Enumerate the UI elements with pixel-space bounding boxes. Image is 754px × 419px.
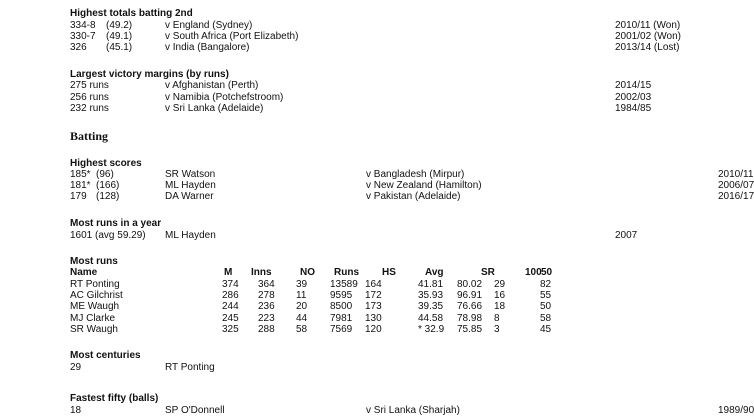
table-cell: 16	[494, 290, 506, 301]
section-title: Most centuries	[70, 350, 141, 361]
table-cell: 245	[222, 313, 239, 324]
table-cell: 20	[296, 301, 308, 312]
section-title: Most runs	[70, 256, 118, 267]
table-cell: 18	[494, 301, 506, 312]
table-cell: 13589	[330, 279, 358, 290]
table-cell: 172	[365, 290, 382, 301]
table-cell: 1984/85	[615, 103, 652, 114]
table-cell: 223	[258, 313, 275, 324]
column-header: Avg	[425, 267, 444, 278]
table-cell: 278	[258, 290, 275, 301]
table-cell: (128)	[96, 191, 120, 202]
section-heading: Batting	[70, 129, 109, 143]
table-cell: 39	[296, 279, 308, 290]
table-cell: 179	[70, 191, 87, 202]
table-cell: 330-7	[70, 31, 96, 42]
section-title: Largest victory margins (by runs)	[70, 69, 229, 80]
table-cell: (45.1)	[106, 42, 133, 53]
table-cell: ME Waugh	[70, 301, 120, 312]
table-cell: 236	[258, 301, 275, 312]
table-cell: 2002/03	[615, 92, 652, 103]
table-cell: v South Africa (Port Elizabeth)	[165, 31, 299, 42]
table-cell: 45	[540, 324, 552, 335]
column-header: 100	[525, 267, 542, 278]
table-cell: 55	[540, 290, 552, 301]
table-cell: 1989/90	[718, 405, 754, 416]
column-header: HS	[382, 267, 396, 278]
table-cell: 1601 (avg 59.29)	[70, 230, 146, 241]
table-cell: ML Hayden	[165, 180, 216, 191]
table-cell: v Afghanistan (Perth)	[165, 80, 259, 91]
table-cell: SR Waugh	[70, 324, 118, 335]
table-cell: 58	[296, 324, 308, 335]
table-cell: 120	[365, 324, 382, 335]
table-cell: 185*	[70, 169, 91, 180]
table-cell: * 32.9	[418, 324, 445, 335]
table-cell: 288	[258, 324, 275, 335]
table-cell: v New Zealand (Hamilton)	[366, 180, 482, 191]
table-cell: 286	[222, 290, 239, 301]
table-cell: 244	[222, 301, 239, 312]
table-cell: 29	[70, 362, 82, 373]
table-cell: 75.85	[457, 324, 483, 335]
table-cell: 2010/11	[718, 169, 754, 180]
column-header: SR	[481, 267, 495, 278]
table-cell: 78.98	[457, 313, 483, 324]
table-cell: (49.1)	[106, 31, 133, 42]
table-cell: ML Hayden	[165, 230, 216, 241]
table-cell: 2013/14 (Lost)	[615, 42, 680, 53]
table-cell: 8500	[330, 301, 353, 312]
table-cell: 96.91	[457, 290, 483, 301]
table-cell: 9595	[330, 290, 353, 301]
column-header: NO	[300, 267, 315, 278]
section-title: Most runs in a year	[70, 218, 162, 229]
table-cell: 334-8	[70, 20, 96, 31]
table-cell: 76.66	[457, 301, 483, 312]
table-cell: 325	[222, 324, 239, 335]
table-cell: v Sri Lanka (Adelaide)	[165, 103, 264, 114]
table-cell: 8	[494, 313, 500, 324]
table-cell: DA Warner	[165, 191, 214, 202]
table-cell: v Bangladesh (Mirpur)	[366, 169, 465, 180]
table-cell: 130	[365, 313, 382, 324]
table-cell: RT Ponting	[165, 362, 215, 373]
column-header: Inns	[251, 267, 272, 278]
table-cell: 7981	[330, 313, 353, 324]
table-cell: 29	[494, 279, 506, 290]
table-cell: v England (Sydney)	[165, 20, 253, 31]
table-cell: 3	[494, 324, 500, 335]
table-cell: RT Ponting	[70, 279, 120, 290]
table-cell: 275 runs	[70, 80, 109, 91]
table-cell: SR Watson	[165, 169, 216, 180]
column-header: Name	[70, 267, 98, 278]
table-cell: 2014/15	[615, 80, 652, 91]
table-cell: v India (Bangalore)	[165, 42, 250, 53]
table-cell: AC Gilchrist	[70, 290, 123, 301]
table-cell: (166)	[96, 180, 120, 191]
table-cell: v Pakistan (Adelaide)	[366, 191, 461, 202]
table-cell: 11	[296, 290, 307, 301]
table-cell: 41.81	[418, 279, 444, 290]
table-cell: 82	[540, 279, 552, 290]
column-header: M	[224, 267, 233, 278]
table-cell: 256 runs	[70, 92, 109, 103]
table-cell: 44	[296, 313, 308, 324]
table-cell: 374	[222, 279, 239, 290]
column-header: 50	[541, 267, 553, 278]
table-cell: 326	[70, 42, 87, 53]
table-cell: 232 runs	[70, 103, 109, 114]
table-cell: 7569	[330, 324, 353, 335]
table-cell: 50	[540, 301, 552, 312]
table-cell: 164	[365, 279, 382, 290]
table-cell: 39.35	[418, 301, 444, 312]
table-cell: 2007	[615, 230, 638, 241]
table-cell: 2006/07	[718, 180, 754, 191]
table-cell: 2016/17	[718, 191, 754, 202]
table-cell: (49.2)	[106, 20, 133, 31]
section-title: Highest scores	[70, 158, 142, 169]
table-cell: v Sri Lanka (Sharjah)	[366, 405, 460, 416]
table-cell: v Namibia (Potchefstroom)	[165, 92, 284, 103]
table-cell: 181*	[70, 180, 91, 191]
table-cell: SP O'Donnell	[165, 405, 225, 416]
column-header: Runs	[334, 267, 359, 278]
table-cell: 2001/02 (Won)	[615, 31, 681, 42]
table-cell: 2010/11 (Won)	[615, 20, 681, 31]
table-cell: 58	[540, 313, 552, 324]
table-cell: (96)	[96, 169, 114, 180]
table-cell: 18	[70, 405, 82, 416]
table-cell: 80.02	[457, 279, 483, 290]
table-cell: 364	[258, 279, 275, 290]
table-cell: 35.93	[418, 290, 444, 301]
table-cell: 173	[365, 301, 382, 312]
table-cell: 44.58	[418, 313, 444, 324]
section-title: Fastest fifty (balls)	[70, 393, 159, 404]
section-title: Highest totals batting 2nd	[70, 8, 193, 19]
table-cell: MJ Clarke	[70, 313, 116, 324]
